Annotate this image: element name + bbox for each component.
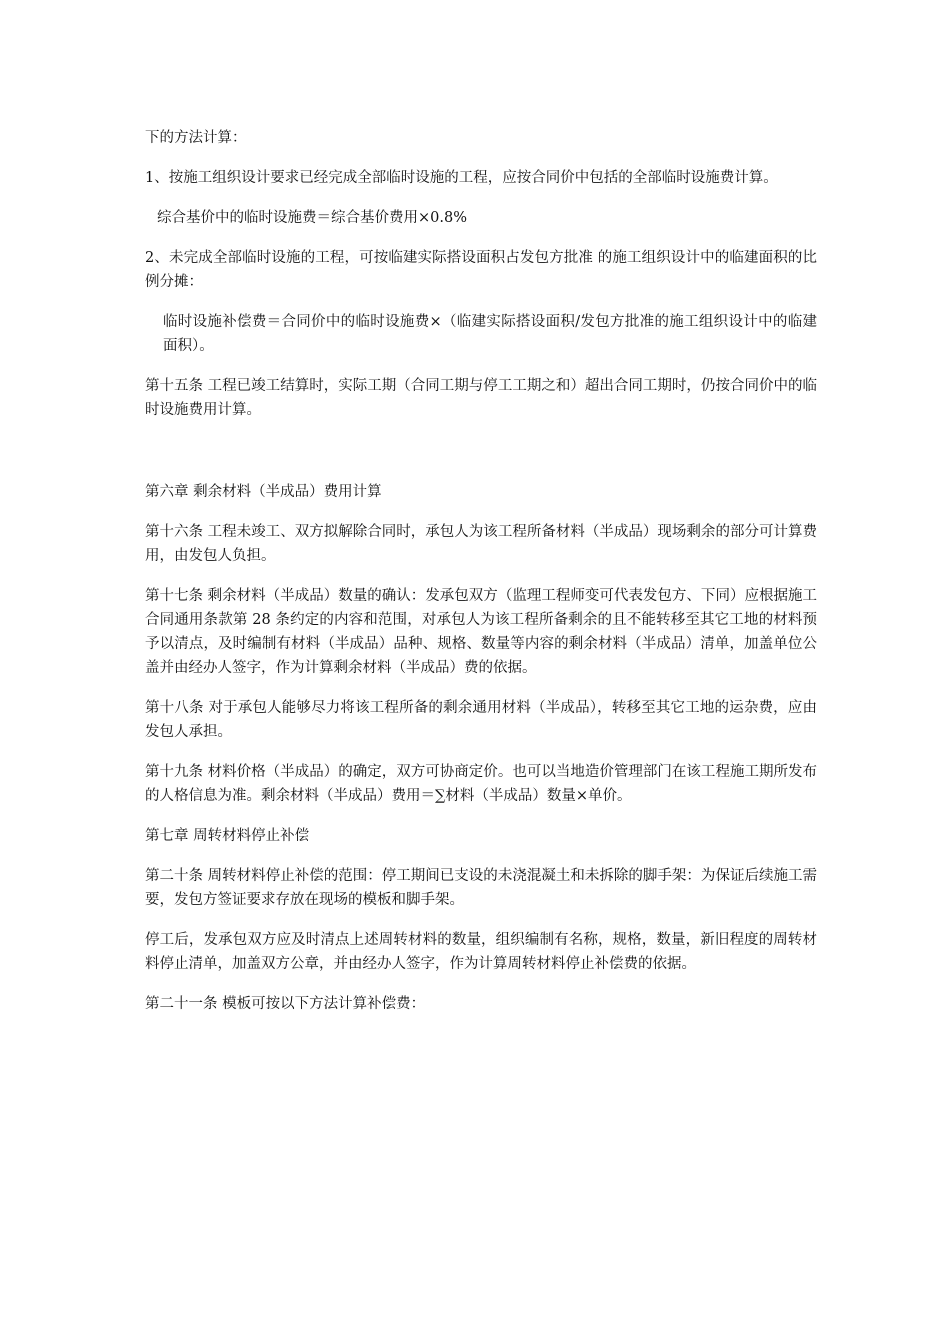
paragraph-after-stop: 停工后，发承包双方应及时清点上述周转材料的数量，组织编制有名称，规格，数量，新旧程度的周转材料停止清单，加盖双方公章，并由经办人签字，作为计算周转材料停止补偿费的依据。 <box>145 932 817 972</box>
paragraph-item-1: 1、按施工组织设计要求已经完成全部临时设施的工程，应按合同价中包括的全部临时设施费计算。 <box>145 170 778 186</box>
article-16: 第十六条 工程未竣工、双方拟解除合同时，承包人为该工程所备材料（半成品）现场剩余的部分可计算费用，由发包人负担。 <box>145 524 817 564</box>
article-21: 第二十一条 模板可按以下方法计算补偿费： <box>145 996 426 1012</box>
chapter-6-heading: 第六章 剩余材料（半成品）费用计算 <box>145 484 382 500</box>
article-20: 第二十条 周转材料停止补偿的范围：停工期间已支设的未浇混凝土和未拆除的脚手架：为保证后续施工需要，发包方签证要求存放在现场的模板和脚手架。 <box>145 868 817 908</box>
paragraph-method-intro: 下的方法计算： <box>145 130 247 146</box>
article-18: 第十八条 对于承包人能够尽力将该工程所备的剩余通用材料（半成品），转移至其它工地的运杂费，应由发包人承担。 <box>145 700 817 740</box>
paragraph-item-2: 2、未完成全部临时设施的工程，可按临建实际搭设面积占发包方批准 的施工组织设计中的临建面积的比例分摊： <box>145 250 817 290</box>
article-19: 第十九条 材料价格（半成品）的确定，双方可协商定价。也可以当地造价管理部门在该工程施工期所发布的人格信息为准。剩余材料（半成品）费用＝∑材料（半成品）数量×单价。 <box>145 764 817 804</box>
article-17: 第十七条 剩余材料（半成品）数量的确认：发承包双方（监理工程师变可代表发包方、下同）应根据施工合同通用条款第 28 条约定的内容和范围，对承包人为该工程所备剩余的且不能转移至其它工地的材料预予以清点，及时编制有材料（半成品）品种、规格、数量等内容的剩余材料（半成品）清单，加盖单位公盖并由经办人签字，作为计算剩余材料（半成品）费的依据。 <box>145 588 817 676</box>
article-15: 第十五条 工程已竣工结算时，实际工期（合同工期与停工工期之和）超出合同工期时，仍按合同价中的临时设施费用计算。 <box>145 378 817 418</box>
chapter-7-heading: 第七章 周转材料停止补偿 <box>145 828 310 844</box>
formula-comprehensive-fee: 综合基价中的临时设施费＝综合基价费用×0.8% <box>157 210 467 226</box>
document-body <box>145 126 817 1032</box>
formula-temporary-facility-compensation: 临时设施补偿费＝合同价中的临时设施费×（临建实际搭设面积/发包方批准的施工组织设计中的临建面积）。 <box>163 314 817 354</box>
